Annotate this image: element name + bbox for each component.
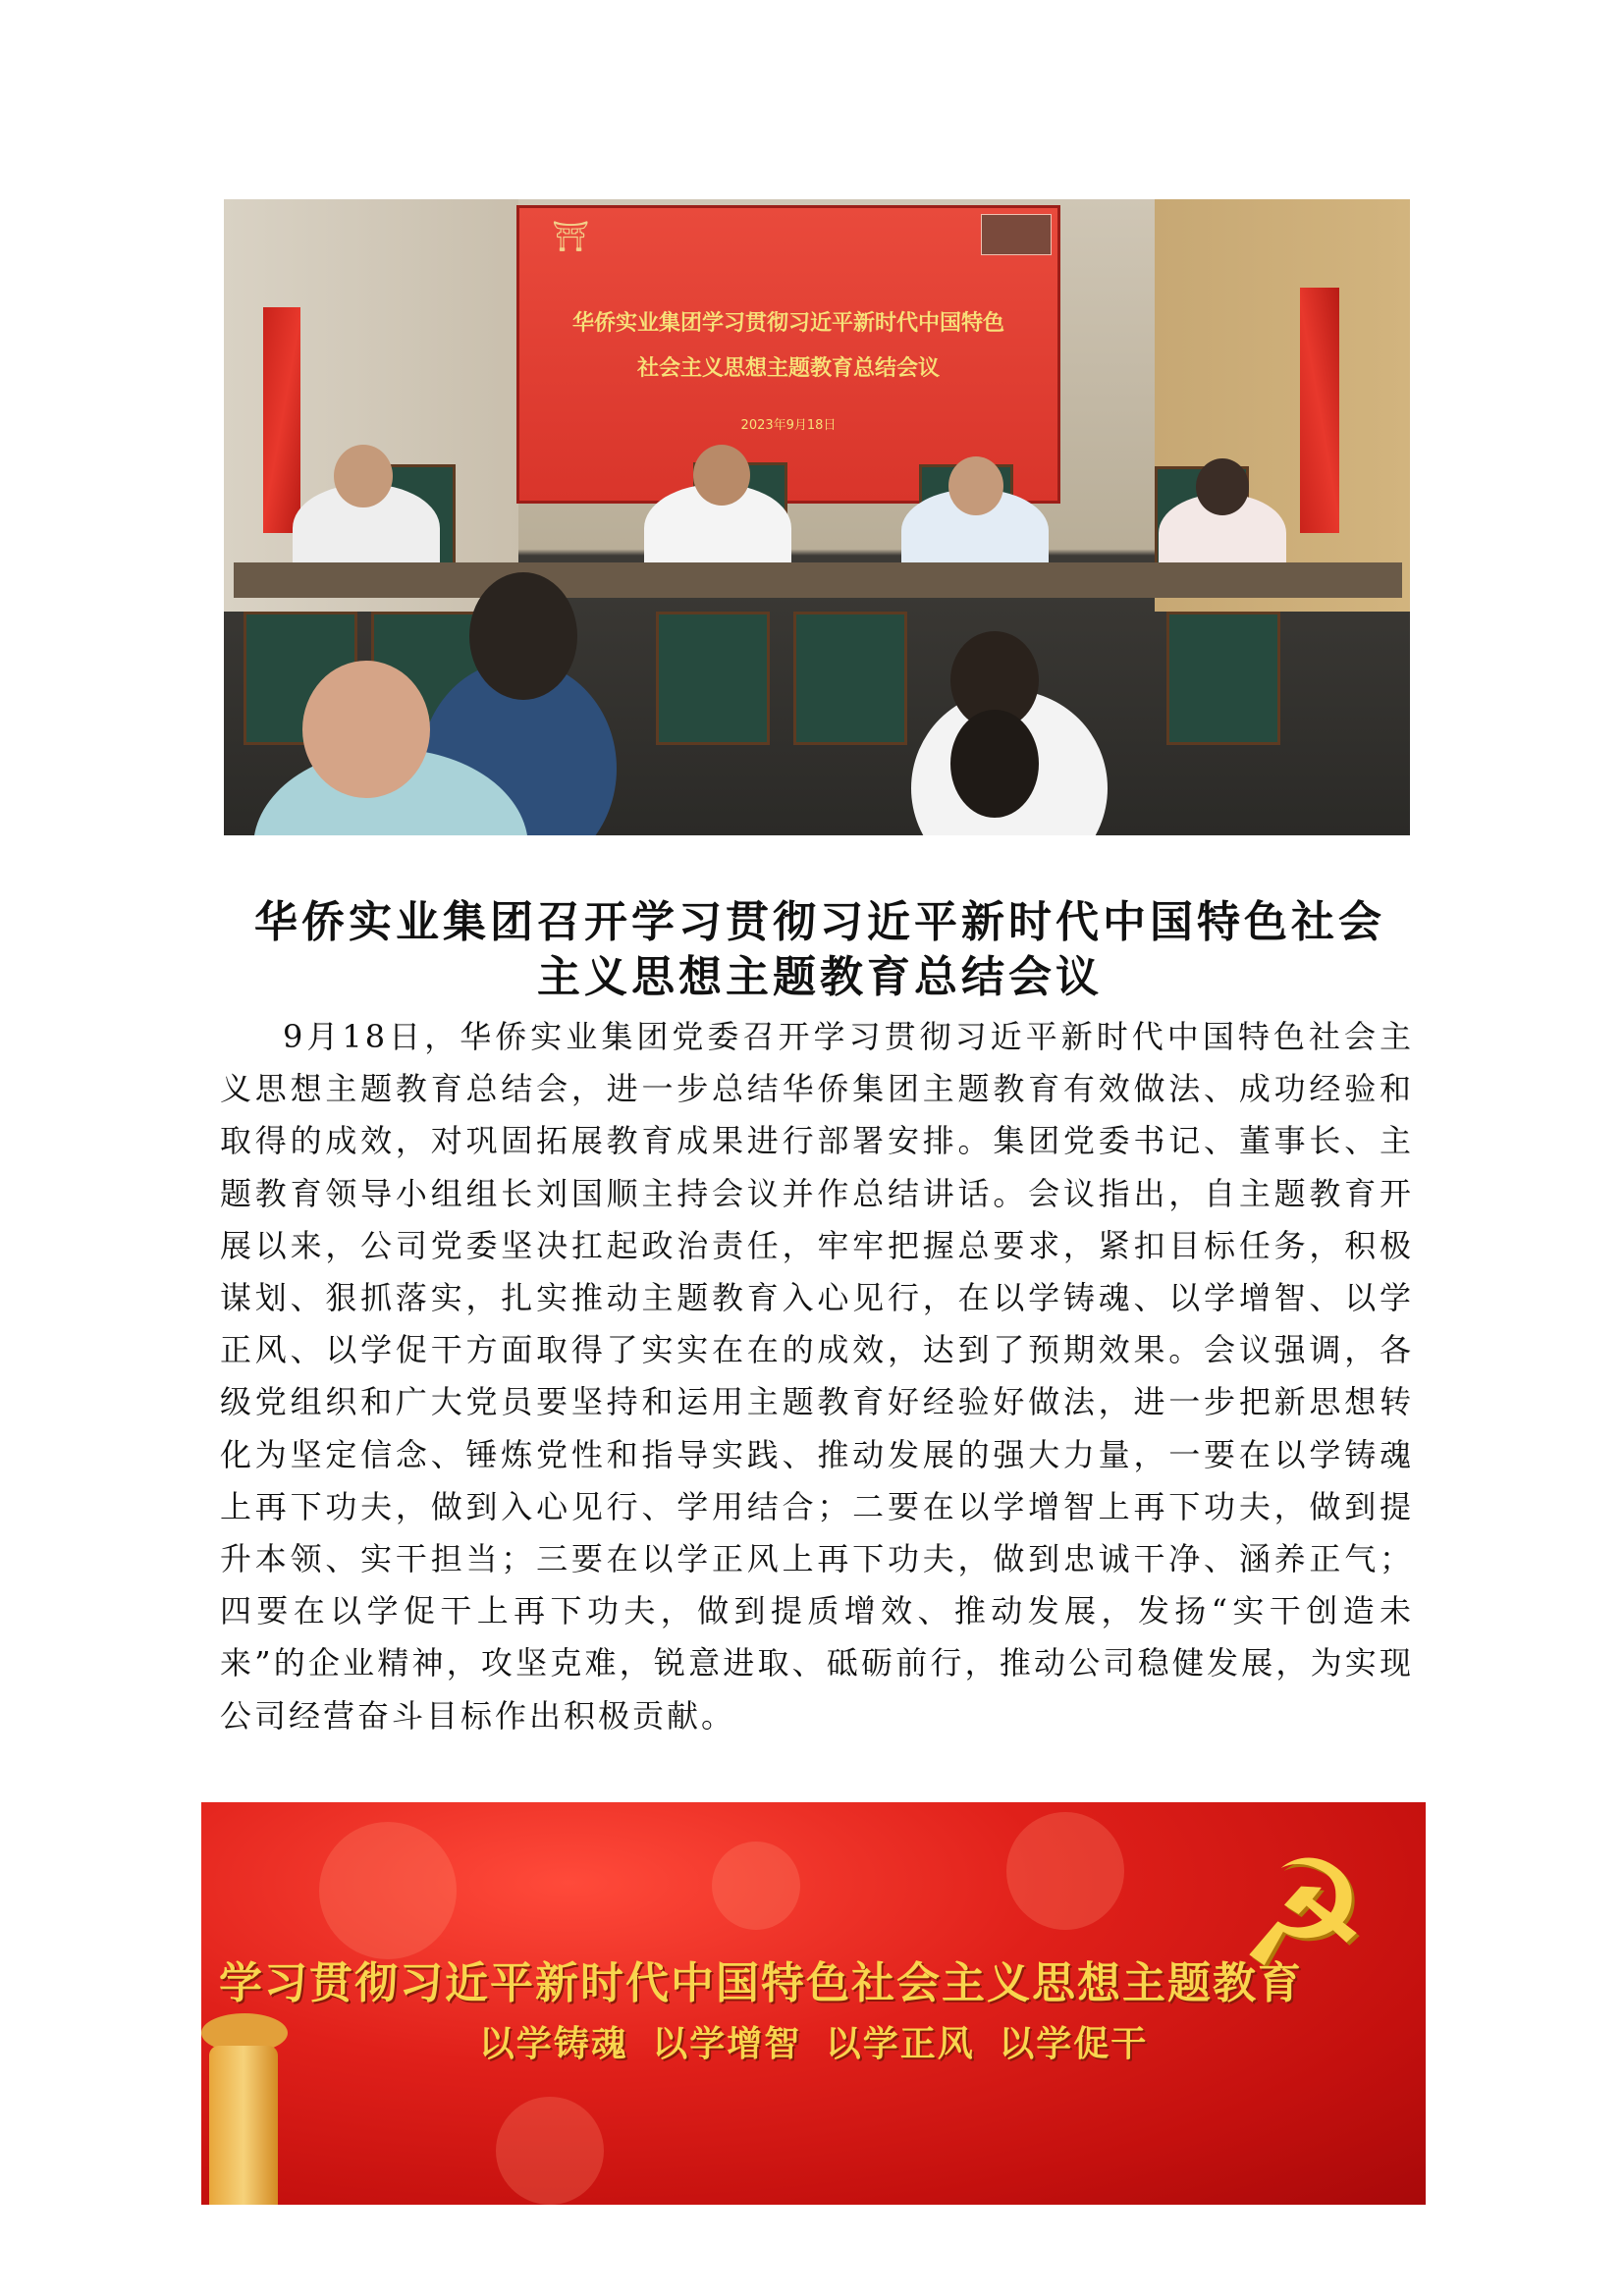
person-head xyxy=(334,445,393,507)
article-body xyxy=(220,1011,1414,1742)
bokeh-light xyxy=(1006,1812,1124,1930)
meeting-photo xyxy=(224,199,1410,835)
person-head xyxy=(1196,458,1249,515)
huabiao-pillar-icon xyxy=(209,2046,278,2205)
screen-title-line1: 华侨实业集团学习贯彻习近平新时代中国特色 xyxy=(571,311,1004,336)
audience-head xyxy=(950,710,1039,818)
screen-title-line2: 社会主义思想主题教育总结会议 xyxy=(636,356,940,381)
bokeh-light xyxy=(319,1822,457,1959)
video-feed-inset xyxy=(981,214,1052,255)
bokeh-light xyxy=(496,2097,604,2205)
theme-banner xyxy=(201,1802,1426,2205)
audience-head xyxy=(302,661,430,798)
audience-head xyxy=(469,572,577,700)
article-title xyxy=(226,895,1414,1005)
screen-date: 2023年9月18日 xyxy=(740,418,837,433)
bokeh-light xyxy=(712,1842,800,1930)
person-head xyxy=(693,445,750,506)
pavilion-logo-icon: ⛩ xyxy=(551,220,590,254)
article-title-line2: 主义思想主题教育总结会议 xyxy=(537,952,1103,1002)
person-head xyxy=(948,456,1003,515)
banner-slogan: 以学铸魂 以学增智 以学正风 以学促干 xyxy=(478,2023,1149,2064)
banner-headline: 学习贯彻习近平新时代中国特色社会主义思想主题教育 xyxy=(219,1958,1303,2008)
flag-right xyxy=(1300,288,1339,533)
hammer-sickle-icon: ☭ xyxy=(1236,1830,1370,2001)
article-title-line1: 华侨实业集团召开学习贯彻习近平新时代中国特色社会 xyxy=(254,897,1385,947)
article-body-text: 9月18日，华侨实业集团党委召开学习贯彻习近平新时代中国特色社会主义思想主题教育总结会，进一步总结华侨集团主题教育有效做法、成功经验和取得的成效，对巩固拓展教育成果进行部署安排。集团党委书记、董事长、主题教育领导小组组长刘国顺主持会议并作总结讲话。会议指出，自主题教育开展以来，公司党委坚决扛起政治责任，牢牢把握总要求，紧扣目标任务，积极谋划、狠抓落实，扎实推动主题教育入心见行，在以学铸魂、以学增智、以学正风、以学促干方面取得了实实在在的成效，达到了预期效果。会议强调，各级党组织和广大党员要坚持和运用主题教育好经验好做法，进一步把新思想转化为坚定信念、锤炼党性和指导实践、推动发展的强大力量，一要在以学铸魂上再下功夫，做到入心见行、学用结合；二要在以学增智上再下功夫，做到提升本领、实干担当；三要在以学正风上再下功夫，做到忠诚干净、涵养正气；四要在以学促干上再下功夫，做到提质增效、推动发展，发扬“实干创造未来”的企业精神，攻坚克难，锐意进取、砥砺前行，推动公司稳健发展，为实现公司经营奋斗目标作出积极贡献。 xyxy=(220,1018,1414,1735)
flag-left xyxy=(263,307,300,533)
chair xyxy=(1166,612,1280,745)
chair xyxy=(656,612,770,745)
presidium-desk xyxy=(234,562,1402,598)
chair xyxy=(793,612,907,745)
